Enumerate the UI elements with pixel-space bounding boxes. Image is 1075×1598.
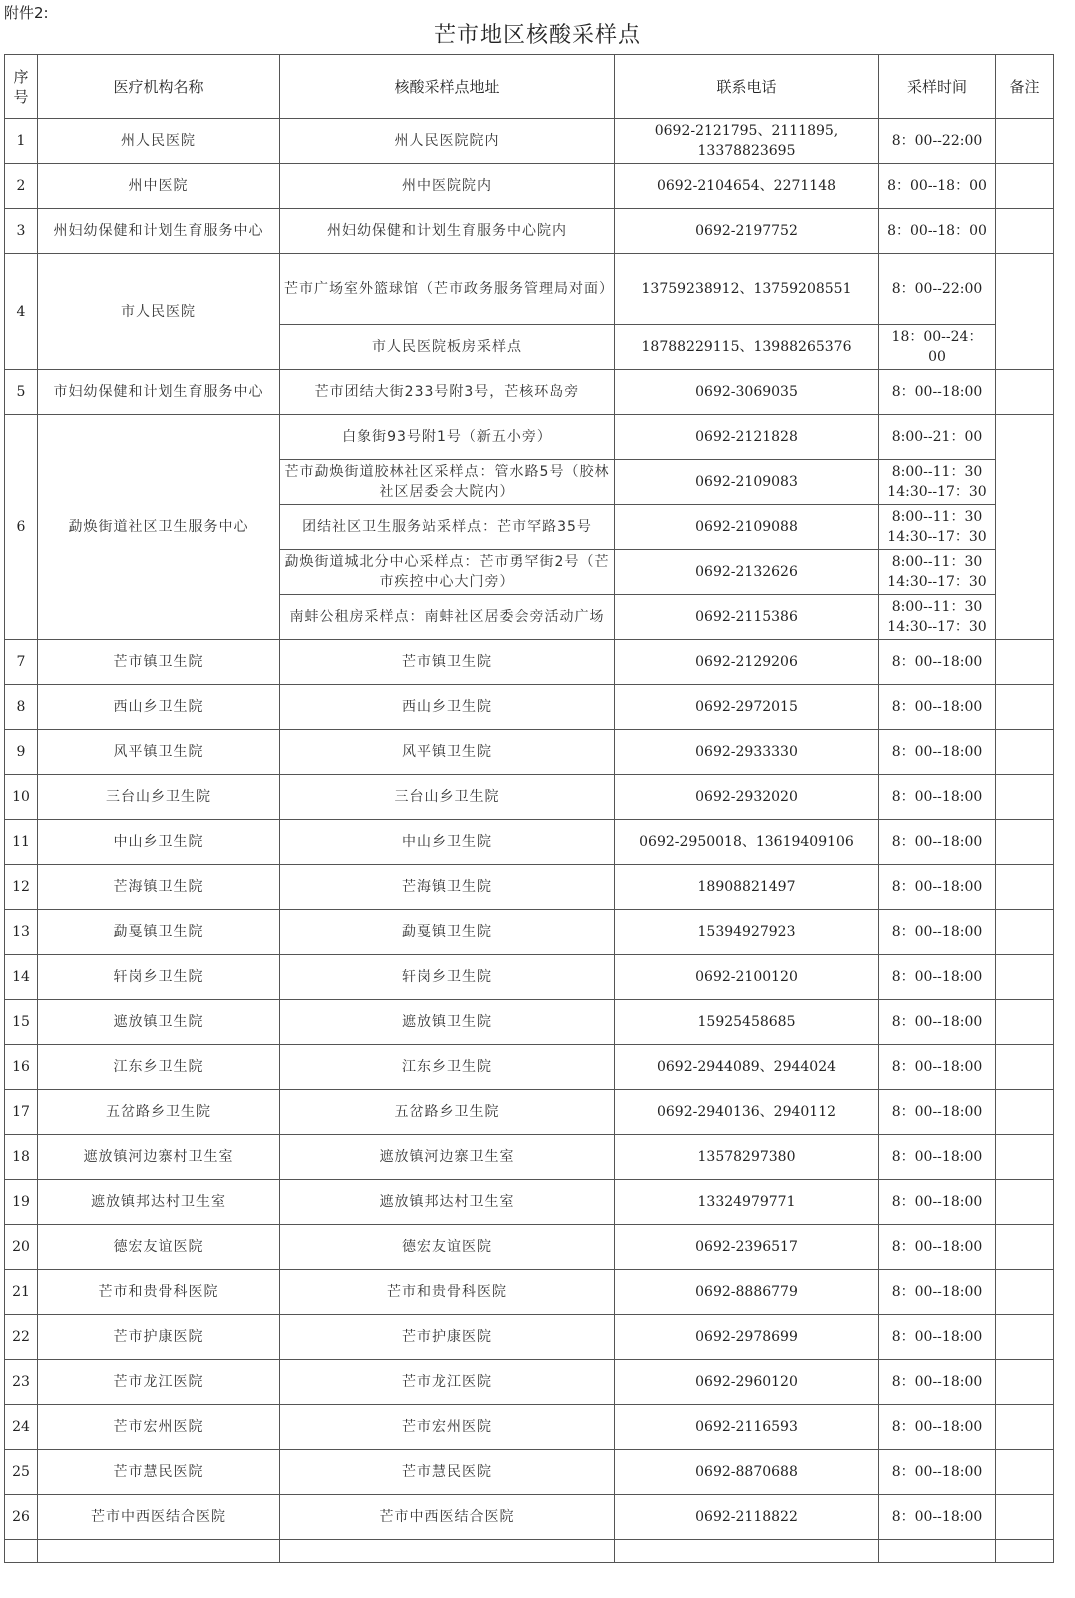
remark-cell	[996, 415, 1054, 640]
site-address: 州中医院院内	[280, 164, 615, 209]
contact-phone: 0692-2932020	[615, 775, 879, 820]
site-address: 勐戛镇卫生院	[280, 910, 615, 955]
site-address: 芒市宏州医院	[280, 1405, 615, 1450]
remark-cell	[996, 730, 1054, 775]
org-name: 西山乡卫生院	[38, 685, 280, 730]
org-name: 遮放镇邦达村卫生室	[38, 1180, 280, 1225]
row-number: 9	[5, 730, 38, 775]
site-address: 中山乡卫生院	[280, 820, 615, 865]
sampling-time: 8：00--18:00	[879, 1315, 996, 1360]
org-name: 市人民医院	[38, 254, 280, 370]
contact-phone: 0692-2115386	[615, 595, 879, 640]
empty-cell	[615, 1540, 879, 1563]
site-address: 轩岗乡卫生院	[280, 955, 615, 1000]
empty-cell	[996, 1540, 1054, 1563]
table-row	[5, 415, 1054, 460]
org-name: 三台山乡卫生院	[38, 775, 280, 820]
contact-phone: 0692-8886779	[615, 1270, 879, 1315]
remark-cell	[996, 685, 1054, 730]
row-number: 1	[5, 119, 38, 164]
row-number: 10	[5, 775, 38, 820]
org-name: 风平镇卫生院	[38, 730, 280, 775]
org-name: 德宏友谊医院	[38, 1225, 280, 1270]
row-number: 3	[5, 209, 38, 254]
table-row	[5, 1135, 1054, 1180]
site-address: 芒海镇卫生院	[280, 865, 615, 910]
contact-phone: 0692-2940136、2940112	[615, 1090, 879, 1135]
sampling-time: 8：00--18:00	[879, 955, 996, 1000]
row-number: 21	[5, 1270, 38, 1315]
remark-cell	[996, 910, 1054, 955]
table-row	[5, 164, 1054, 209]
row-number: 5	[5, 370, 38, 415]
header-time: 采样时间	[879, 55, 996, 119]
remark-cell	[996, 775, 1054, 820]
site-address: 芒市勐焕街道胶林社区采样点：管水路5号（胶林社区居委会大院内）	[280, 460, 615, 505]
sampling-time: 8：00--18:00	[879, 1180, 996, 1225]
row-number: 11	[5, 820, 38, 865]
remark-cell	[996, 1180, 1054, 1225]
header-row	[5, 55, 1054, 119]
remark-cell	[996, 1270, 1054, 1315]
table-row	[5, 1090, 1054, 1135]
remark-cell	[996, 1000, 1054, 1045]
remark-cell	[996, 865, 1054, 910]
row-number: 20	[5, 1225, 38, 1270]
site-address: 州妇幼保健和计划生育服务中心院内	[280, 209, 615, 254]
sampling-time: 8：00--18:00	[879, 730, 996, 775]
table-row	[5, 640, 1054, 685]
sampling-time: 8:00--21：00	[879, 415, 996, 460]
sampling-time: 18：00--24：00	[879, 325, 996, 370]
org-name: 州中医院	[38, 164, 280, 209]
contact-phone: 13759238912、13759208551	[615, 254, 879, 325]
empty-cell	[280, 1540, 615, 1563]
site-address: 芒市镇卫生院	[280, 640, 615, 685]
sampling-time: 8：00--18:00	[879, 1225, 996, 1270]
contact-phone: 0692-2121828	[615, 415, 879, 460]
empty-cell	[5, 1540, 38, 1563]
contact-phone: 15394927923	[615, 910, 879, 955]
table-row	[5, 209, 1054, 254]
remark-cell	[996, 1045, 1054, 1090]
sampling-time: 8：00--18:00	[879, 910, 996, 955]
row-number: 15	[5, 1000, 38, 1045]
remark-cell	[996, 370, 1054, 415]
site-address: 芒市慧民医院	[280, 1450, 615, 1495]
header-seq: 序号	[5, 55, 38, 119]
sampling-time: 8：00--18:00	[879, 865, 996, 910]
table-row	[5, 955, 1054, 1000]
site-address: 芒市龙江医院	[280, 1360, 615, 1405]
contact-phone: 0692-2100120	[615, 955, 879, 1000]
contact-phone: 13578297380	[615, 1135, 879, 1180]
table-row	[5, 1360, 1054, 1405]
table-row	[5, 865, 1054, 910]
contact-phone: 0692-2396517	[615, 1225, 879, 1270]
table-row	[5, 1405, 1054, 1450]
remark-cell	[996, 164, 1054, 209]
sampling-time: 8：00--18:00	[879, 685, 996, 730]
row-number: 25	[5, 1450, 38, 1495]
site-address: 勐焕街道城北分中心采样点：芒市勇罕街2号（芒市疾控中心大门旁）	[280, 550, 615, 595]
sampling-time: 8:00--11：30 14:30--17：30	[879, 460, 996, 505]
contact-phone: 0692-2960120	[615, 1360, 879, 1405]
remark-cell	[996, 1135, 1054, 1180]
attachment-label: 附件2:	[4, 4, 49, 22]
row-number: 13	[5, 910, 38, 955]
remark-cell	[996, 1225, 1054, 1270]
empty-cell	[38, 1540, 280, 1563]
site-address: 遮放镇河边寨卫生室	[280, 1135, 615, 1180]
sampling-time: 8：00--18:00	[879, 640, 996, 685]
site-address: 芒市和贵骨科医院	[280, 1270, 615, 1315]
table-row	[5, 1225, 1054, 1270]
table-row	[5, 1045, 1054, 1090]
sampling-time: 8：00--18:00	[879, 820, 996, 865]
table-row	[5, 820, 1054, 865]
row-number: 17	[5, 1090, 38, 1135]
row-number: 12	[5, 865, 38, 910]
org-name: 芒海镇卫生院	[38, 865, 280, 910]
org-name: 遮放镇河边寨村卫生室	[38, 1135, 280, 1180]
table-row	[5, 910, 1054, 955]
sampling-time: 8:00--11：30 14:30--17：30	[879, 595, 996, 640]
sampling-time: 8:00--11：30 14:30--17：30	[879, 550, 996, 595]
sampling-time: 8:00--11：30 14:30--17：30	[879, 505, 996, 550]
sampling-time: 8：00--18:00	[879, 1090, 996, 1135]
org-name: 轩岗乡卫生院	[38, 955, 280, 1000]
site-address: 三台山乡卫生院	[280, 775, 615, 820]
remark-cell	[996, 254, 1054, 370]
table-row	[5, 119, 1054, 164]
contact-phone: 0692-2972015	[615, 685, 879, 730]
org-name: 市妇幼保健和计划生育服务中心	[38, 370, 280, 415]
header-addr: 核酸采样点地址	[280, 55, 615, 119]
remark-cell	[996, 1495, 1054, 1540]
remark-cell	[996, 640, 1054, 685]
contact-phone: 0692-2104654、2271148	[615, 164, 879, 209]
org-name: 芒市宏州医院	[38, 1405, 280, 1450]
site-address: 德宏友谊医院	[280, 1225, 615, 1270]
row-number: 6	[5, 415, 38, 640]
site-address: 州人民医院院内	[280, 119, 615, 164]
table-row	[5, 685, 1054, 730]
org-name: 五岔路乡卫生院	[38, 1090, 280, 1135]
sampling-time: 8：00--18:00	[879, 1360, 996, 1405]
remark-cell	[996, 209, 1054, 254]
contact-phone: 0692-2121795、2111895, 13378823695	[615, 119, 879, 164]
row-number: 18	[5, 1135, 38, 1180]
org-name: 勐焕街道社区卫生服务中心	[38, 415, 280, 640]
site-address: 芒市广场室外篮球馆（芒市政务服务管理局对面）	[280, 254, 615, 325]
remark-cell	[996, 1315, 1054, 1360]
contact-phone: 0692-2978699	[615, 1315, 879, 1360]
remark-cell	[996, 820, 1054, 865]
sampling-time: 8：00--18：00	[879, 209, 996, 254]
remark-cell	[996, 1090, 1054, 1135]
site-address: 五岔路乡卫生院	[280, 1090, 615, 1135]
row-number: 2	[5, 164, 38, 209]
row-number: 26	[5, 1495, 38, 1540]
sampling-time: 8：00--18:00	[879, 1135, 996, 1180]
org-name: 芒市和贵骨科医院	[38, 1270, 280, 1315]
header-note: 备注	[996, 55, 1054, 119]
contact-phone: 0692-2933330	[615, 730, 879, 775]
org-name: 州人民医院	[38, 119, 280, 164]
row-number: 23	[5, 1360, 38, 1405]
contact-phone: 0692-2129206	[615, 640, 879, 685]
site-address: 江东乡卫生院	[280, 1045, 615, 1090]
table-row	[5, 1495, 1054, 1540]
sampling-time: 8：00--22:00	[879, 119, 996, 164]
contact-phone: 18908821497	[615, 865, 879, 910]
remark-cell	[996, 1360, 1054, 1405]
remark-cell	[996, 955, 1054, 1000]
table-row	[5, 775, 1054, 820]
sampling-time: 8：00--18:00	[879, 1045, 996, 1090]
remark-cell	[996, 1450, 1054, 1495]
empty-cell	[879, 1540, 996, 1563]
row-number: 24	[5, 1405, 38, 1450]
org-name: 芒市慧民医院	[38, 1450, 280, 1495]
contact-phone: 13324979771	[615, 1180, 879, 1225]
header-org: 医疗机构名称	[38, 55, 280, 119]
sampling-time: 8：00--18:00	[879, 1000, 996, 1045]
site-address: 芒市中西医结合医院	[280, 1495, 615, 1540]
sampling-time: 8：00--18:00	[879, 1405, 996, 1450]
site-address: 白象街93号附1号（新五小旁）	[280, 415, 615, 460]
row-number: 14	[5, 955, 38, 1000]
contact-phone: 0692-2109083	[615, 460, 879, 505]
contact-phone: 0692-2944089、2944024	[615, 1045, 879, 1090]
site-address: 遮放镇邦达村卫生室	[280, 1180, 615, 1225]
site-address: 风平镇卫生院	[280, 730, 615, 775]
org-name: 州妇幼保健和计划生育服务中心	[38, 209, 280, 254]
table-row	[5, 730, 1054, 775]
contact-phone: 0692-2118822	[615, 1495, 879, 1540]
row-number: 8	[5, 685, 38, 730]
org-name: 芒市护康医院	[38, 1315, 280, 1360]
contact-phone: 0692-2950018、13619409106	[615, 820, 879, 865]
sampling-time: 8：00--22:00	[879, 254, 996, 325]
row-number: 7	[5, 640, 38, 685]
table-row	[5, 370, 1054, 415]
contact-phone: 0692-2116593	[615, 1405, 879, 1450]
site-address: 芒市护康医院	[280, 1315, 615, 1360]
site-address: 市人民医院板房采样点	[280, 325, 615, 370]
contact-phone: 0692-3069035	[615, 370, 879, 415]
remark-cell	[996, 1405, 1054, 1450]
org-name: 芒市镇卫生院	[38, 640, 280, 685]
contact-phone: 18788229115、13988265376	[615, 325, 879, 370]
page-title: 芒市地区核酸采样点	[433, 23, 641, 48]
table-body	[5, 119, 1054, 1563]
site-address: 遮放镇卫生院	[280, 1000, 615, 1045]
sampling-sites-table	[4, 54, 1054, 1563]
org-name: 遮放镇卫生院	[38, 1000, 280, 1045]
contact-phone: 15925458685	[615, 1000, 879, 1045]
table-row	[5, 1450, 1054, 1495]
sampling-time: 8：00--18：00	[879, 164, 996, 209]
row-number: 16	[5, 1045, 38, 1090]
table-row	[5, 254, 1054, 325]
table-row	[5, 1270, 1054, 1315]
site-address: 南蚌公租房采样点：南蚌社区居委会旁活动广场	[280, 595, 615, 640]
row-number: 4	[5, 254, 38, 370]
org-name: 芒市中西医结合医院	[38, 1495, 280, 1540]
org-name: 江东乡卫生院	[38, 1045, 280, 1090]
org-name: 芒市龙江医院	[38, 1360, 280, 1405]
sampling-time: 8：00--18:00	[879, 1495, 996, 1540]
contact-phone: 0692-2197752	[615, 209, 879, 254]
contact-phone: 0692-2132626	[615, 550, 879, 595]
row-number: 22	[5, 1315, 38, 1360]
remark-cell	[996, 119, 1054, 164]
row-number: 19	[5, 1180, 38, 1225]
sampling-time: 8：00--18:00	[879, 775, 996, 820]
table-row	[5, 1315, 1054, 1360]
site-address: 西山乡卫生院	[280, 685, 615, 730]
sampling-time: 8：00--18:00	[879, 1270, 996, 1315]
site-address: 芒市团结大街233号附3号，芒核环岛旁	[280, 370, 615, 415]
org-name: 勐戛镇卫生院	[38, 910, 280, 955]
table-row	[5, 1180, 1054, 1225]
contact-phone: 0692-8870688	[615, 1450, 879, 1495]
site-address: 团结社区卫生服务站采样点：芒市罕路35号	[280, 505, 615, 550]
sampling-time: 8：00--18:00	[879, 370, 996, 415]
table-row	[5, 1000, 1054, 1045]
empty-row	[5, 1540, 1054, 1563]
org-name: 中山乡卫生院	[38, 820, 280, 865]
header-phone: 联系电话	[615, 55, 879, 119]
sampling-time: 8：00--18:00	[879, 1450, 996, 1495]
contact-phone: 0692-2109088	[615, 505, 879, 550]
